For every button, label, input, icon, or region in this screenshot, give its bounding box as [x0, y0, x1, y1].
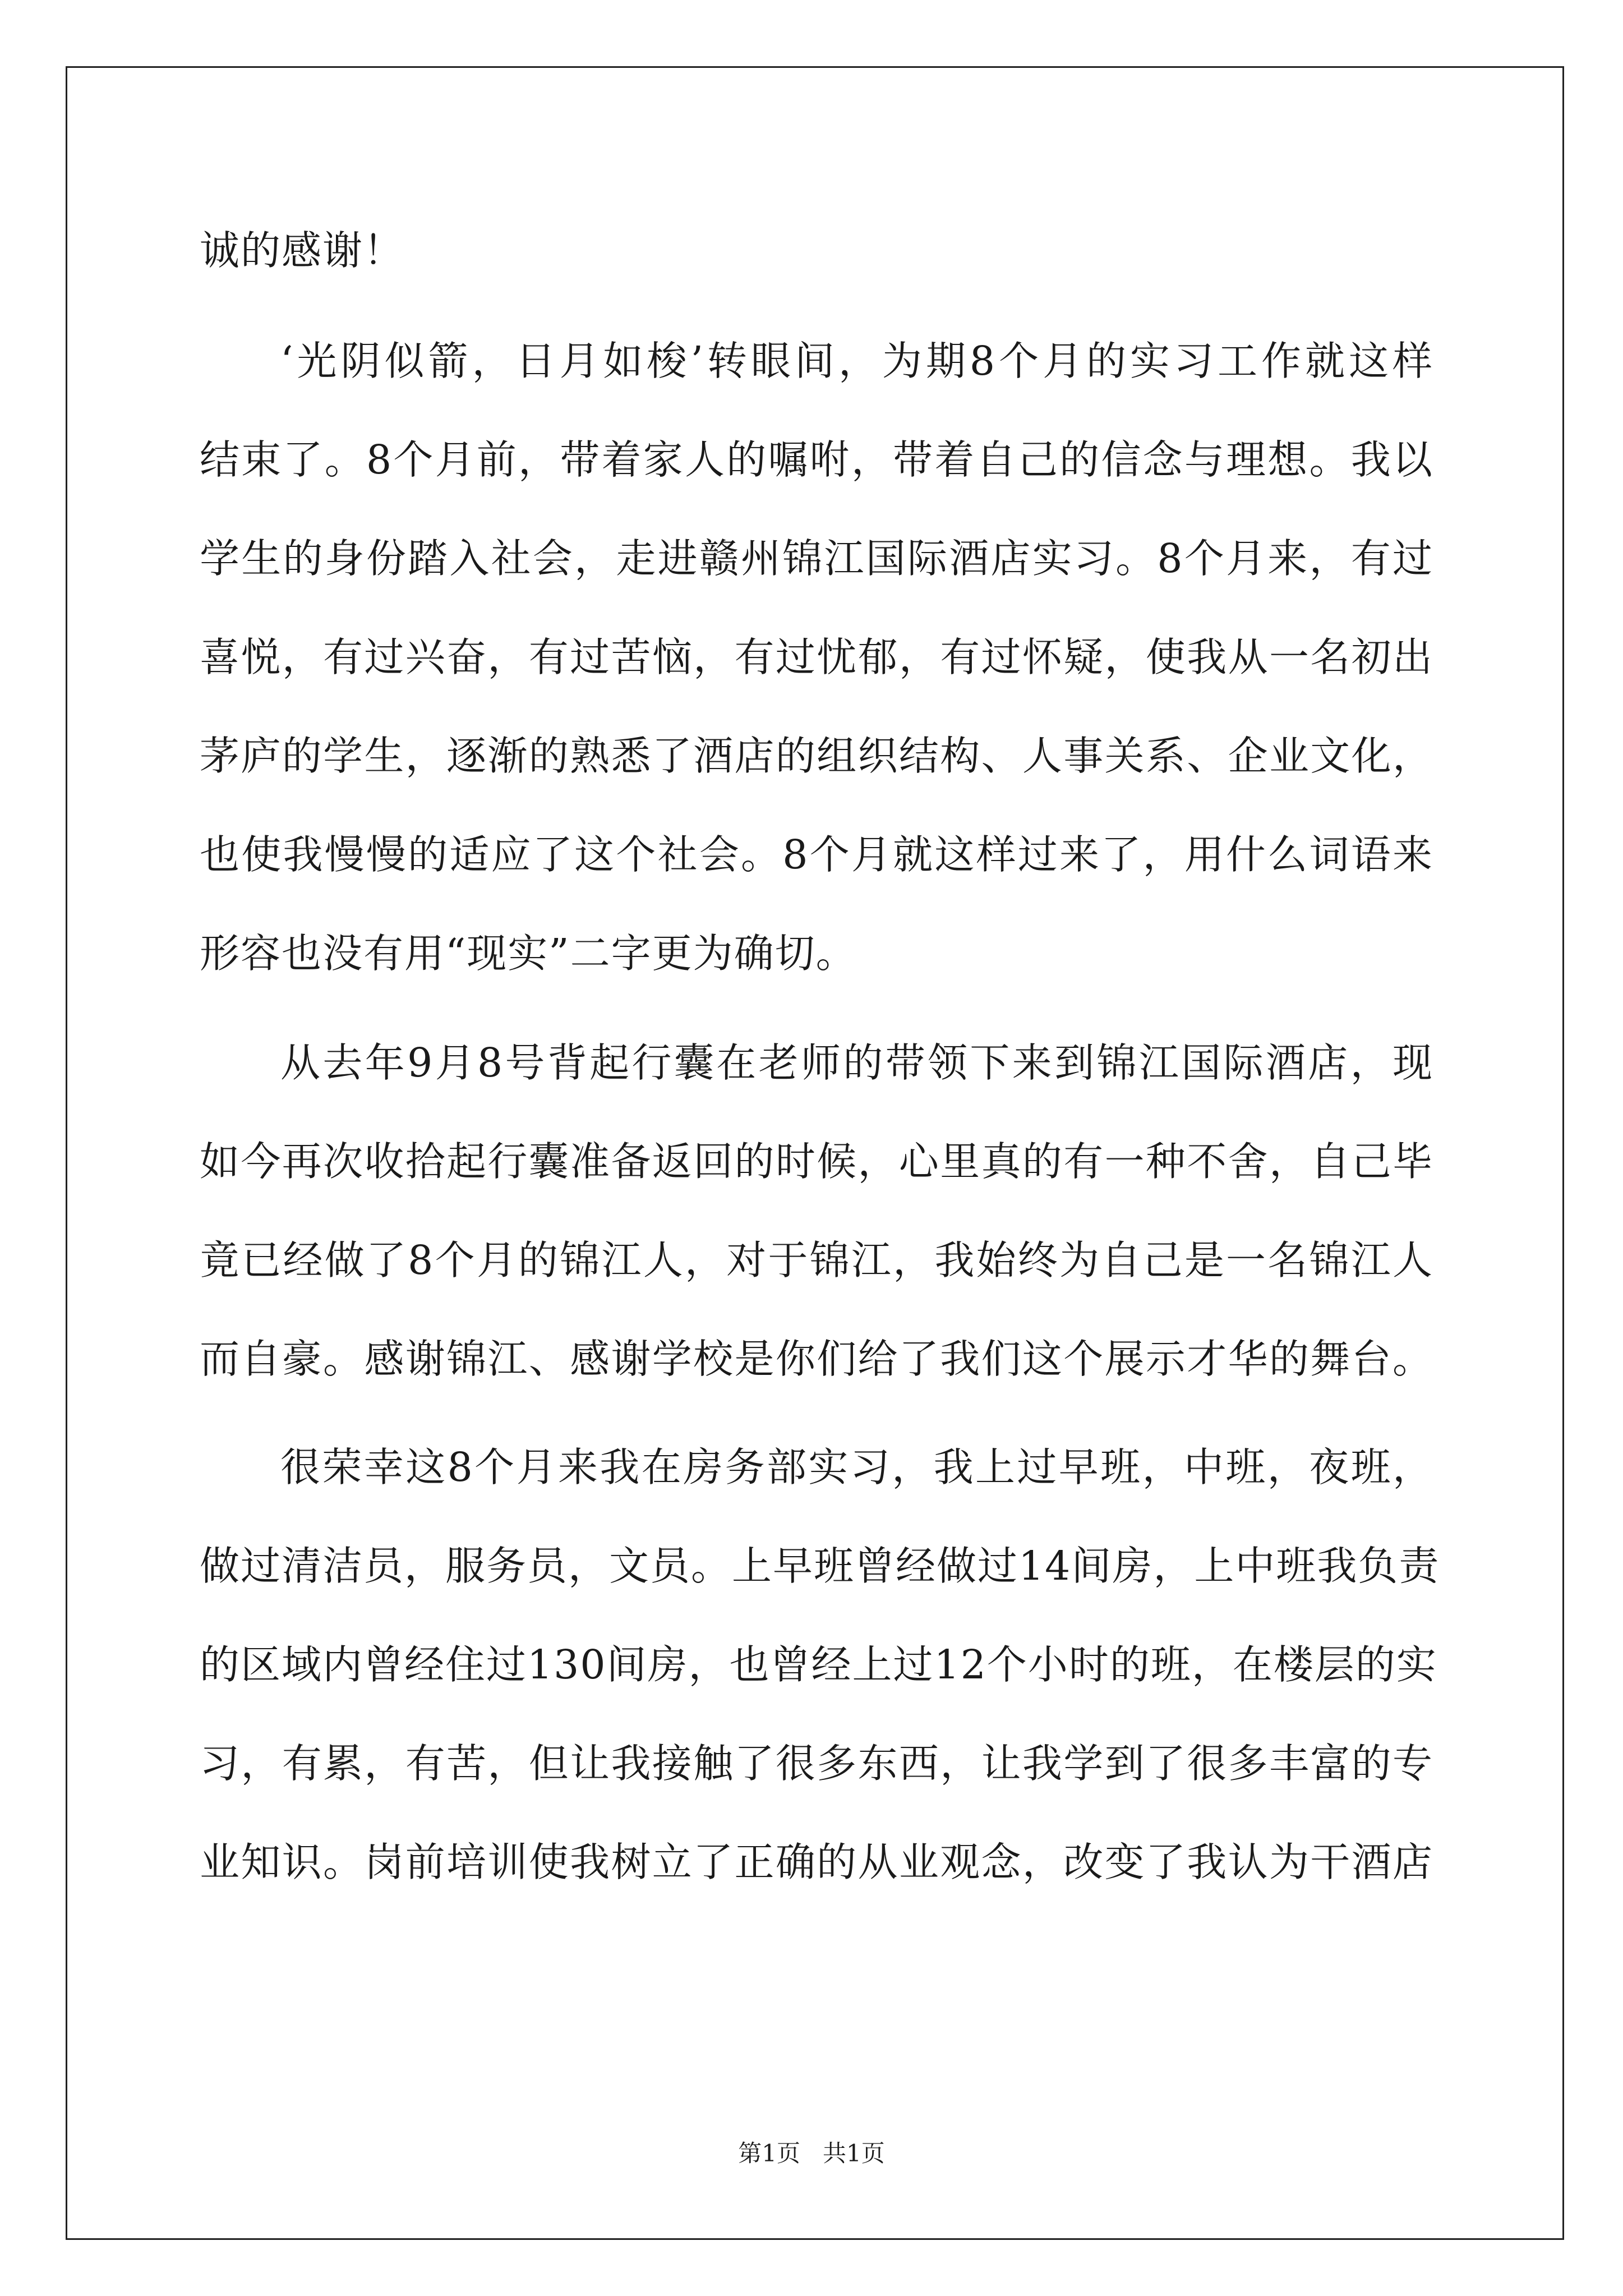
text-line: 从去年9月8号背起行囊在老师的带领下来到锦江国际酒店，现: [280, 1039, 1433, 1086]
text-line: 的区域内曾经住过130间房，也曾经上过12个小时的班，在楼层的实: [200, 1641, 1437, 1688]
text-line: 茅庐的学生，逐渐的熟悉了酒店的组织结构、人事关系、企业文化，: [200, 733, 1433, 779]
text-line: 如今再次收拾起行囊准备返回的时候，心里真的有一种不舍，自己毕: [200, 1138, 1433, 1185]
text-line: 学生的身份踏入社会，走进赣州锦江国际酒店实习。8个月来，有过: [200, 535, 1433, 582]
text-line: 形容也没有用“现实”二字更为确切。: [200, 930, 857, 977]
text-line: 也使我慢慢的适应了这个社会。8个月就这样过来了，用什么词语来: [200, 831, 1433, 878]
text-line: 而自豪。感谢锦江、感谢学校是你们给了我们这个展示才华的舞台。: [200, 1336, 1433, 1382]
text-line: 习，有累，有苦，但让我接触了很多东西，让我学到了很多丰富的专: [200, 1740, 1433, 1787]
page-number-footer: 第1页 共1页: [738, 2139, 885, 2167]
text-line: 很荣幸这8个月来我在房务部实习，我上过早班，中班，夜班，: [280, 1444, 1433, 1490]
text-line: 喜悦，有过兴奋，有过苦恼，有过忧郁，有过怀疑，使我从一名初出: [200, 634, 1433, 680]
text-line: 竟已经做了8个月的锦江人，对于锦江，我始终为自己是一名锦江人: [200, 1237, 1433, 1283]
text-line: 结束了。8个月前，带着家人的嘱咐，带着自己的信念与理想。我以: [200, 436, 1433, 483]
text-line: 业知识。岗前培训使我树立了正确的从业观念，改变了我认为干酒店: [200, 1839, 1433, 1885]
text-line: ‘光阴似箭，日月如梭’转眼间，为期8个月的实习工作就这样: [280, 338, 1433, 384]
text-line: 做过清洁员，服务员，文员。上早班曾经做过14间房，上中班我负责: [200, 1543, 1440, 1589]
text-line: 诚的感谢！: [200, 227, 405, 274]
